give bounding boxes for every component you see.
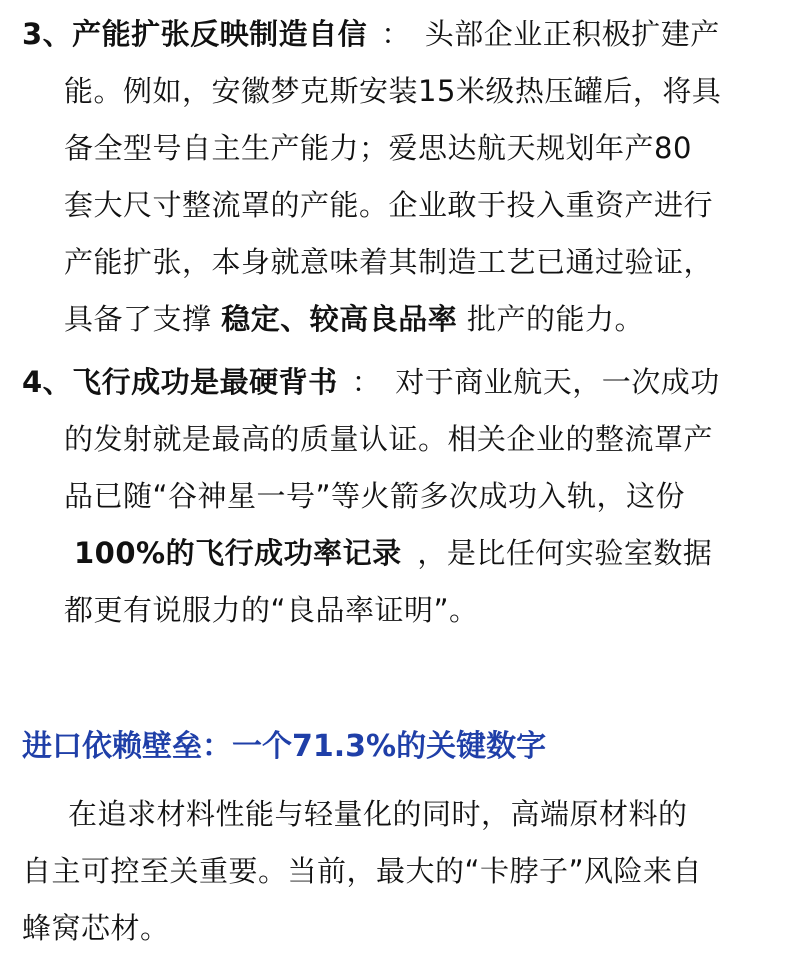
item-4-line-4-post: ，是比任何实验室数据 <box>417 536 713 570</box>
section-heading: 进口依赖壁垒：一个71.3%的关键数字 <box>22 729 547 764</box>
item-3-line-6 <box>22 291 792 348</box>
item-4-line-3: 品已随“谷神星一号”等火箭多次成功入轨，这份 <box>64 479 686 513</box>
item-3-line-6-post: 批产的能力。 <box>466 302 644 336</box>
item-3-line-1-text: 头部企业正积极扩建产 <box>424 17 720 51</box>
section-paragraph <box>22 786 792 957</box>
item-3-title: 3、产能扩张反映制造自信 <box>22 17 368 51</box>
item-3-line-2: 能。例如，安徽梦克斯安装15米级热压罐后，将具 <box>64 74 722 108</box>
item-4-line-1 <box>22 354 792 411</box>
item-3-line-1 <box>22 6 792 63</box>
paragraph-line-1: 在追求材料性能与轻量化的同时，高端原材料的 <box>68 797 688 831</box>
list-item-4 <box>22 354 792 639</box>
list-item-3 <box>22 6 792 348</box>
item-4-line-4 <box>22 525 792 582</box>
item-3-line-6-pre: 具备了支撑 <box>64 302 212 336</box>
item-4-line-1-text: 对于商业航天，一次成功 <box>395 365 720 399</box>
paragraph-line-3: 蜂窝芯材。 <box>22 911 170 945</box>
paragraph-line-2: 自主可控至关重要。当前，最大的“卡脖子”风险来自 <box>22 854 703 888</box>
item-4-separator: ： <box>351 365 382 399</box>
item-3-emphasis: 稳定、较高良品率 <box>221 302 458 336</box>
item-3-line-3: 备全型号自主生产能力；爱思达航天规划年产80 <box>64 131 692 165</box>
item-3-line-4: 套大尺寸整流罩的产能。企业敢于投入重资产进行 <box>64 188 714 222</box>
item-3-line-5: 产能扩张，本身就意味着其制造工艺已通过验证， <box>64 245 714 279</box>
item-4-line-5: 都更有说服力的“良品率证明”。 <box>64 593 479 627</box>
item-4-emphasis: 100%的飞行成功率记录 <box>74 536 402 570</box>
item-4-title: 4、飞行成功是最硬背书 <box>22 365 338 399</box>
item-3-separator: ： <box>381 17 411 51</box>
item-4-line-2: 的发射就是最高的质量认证。相关企业的整流罩产 <box>64 422 714 456</box>
